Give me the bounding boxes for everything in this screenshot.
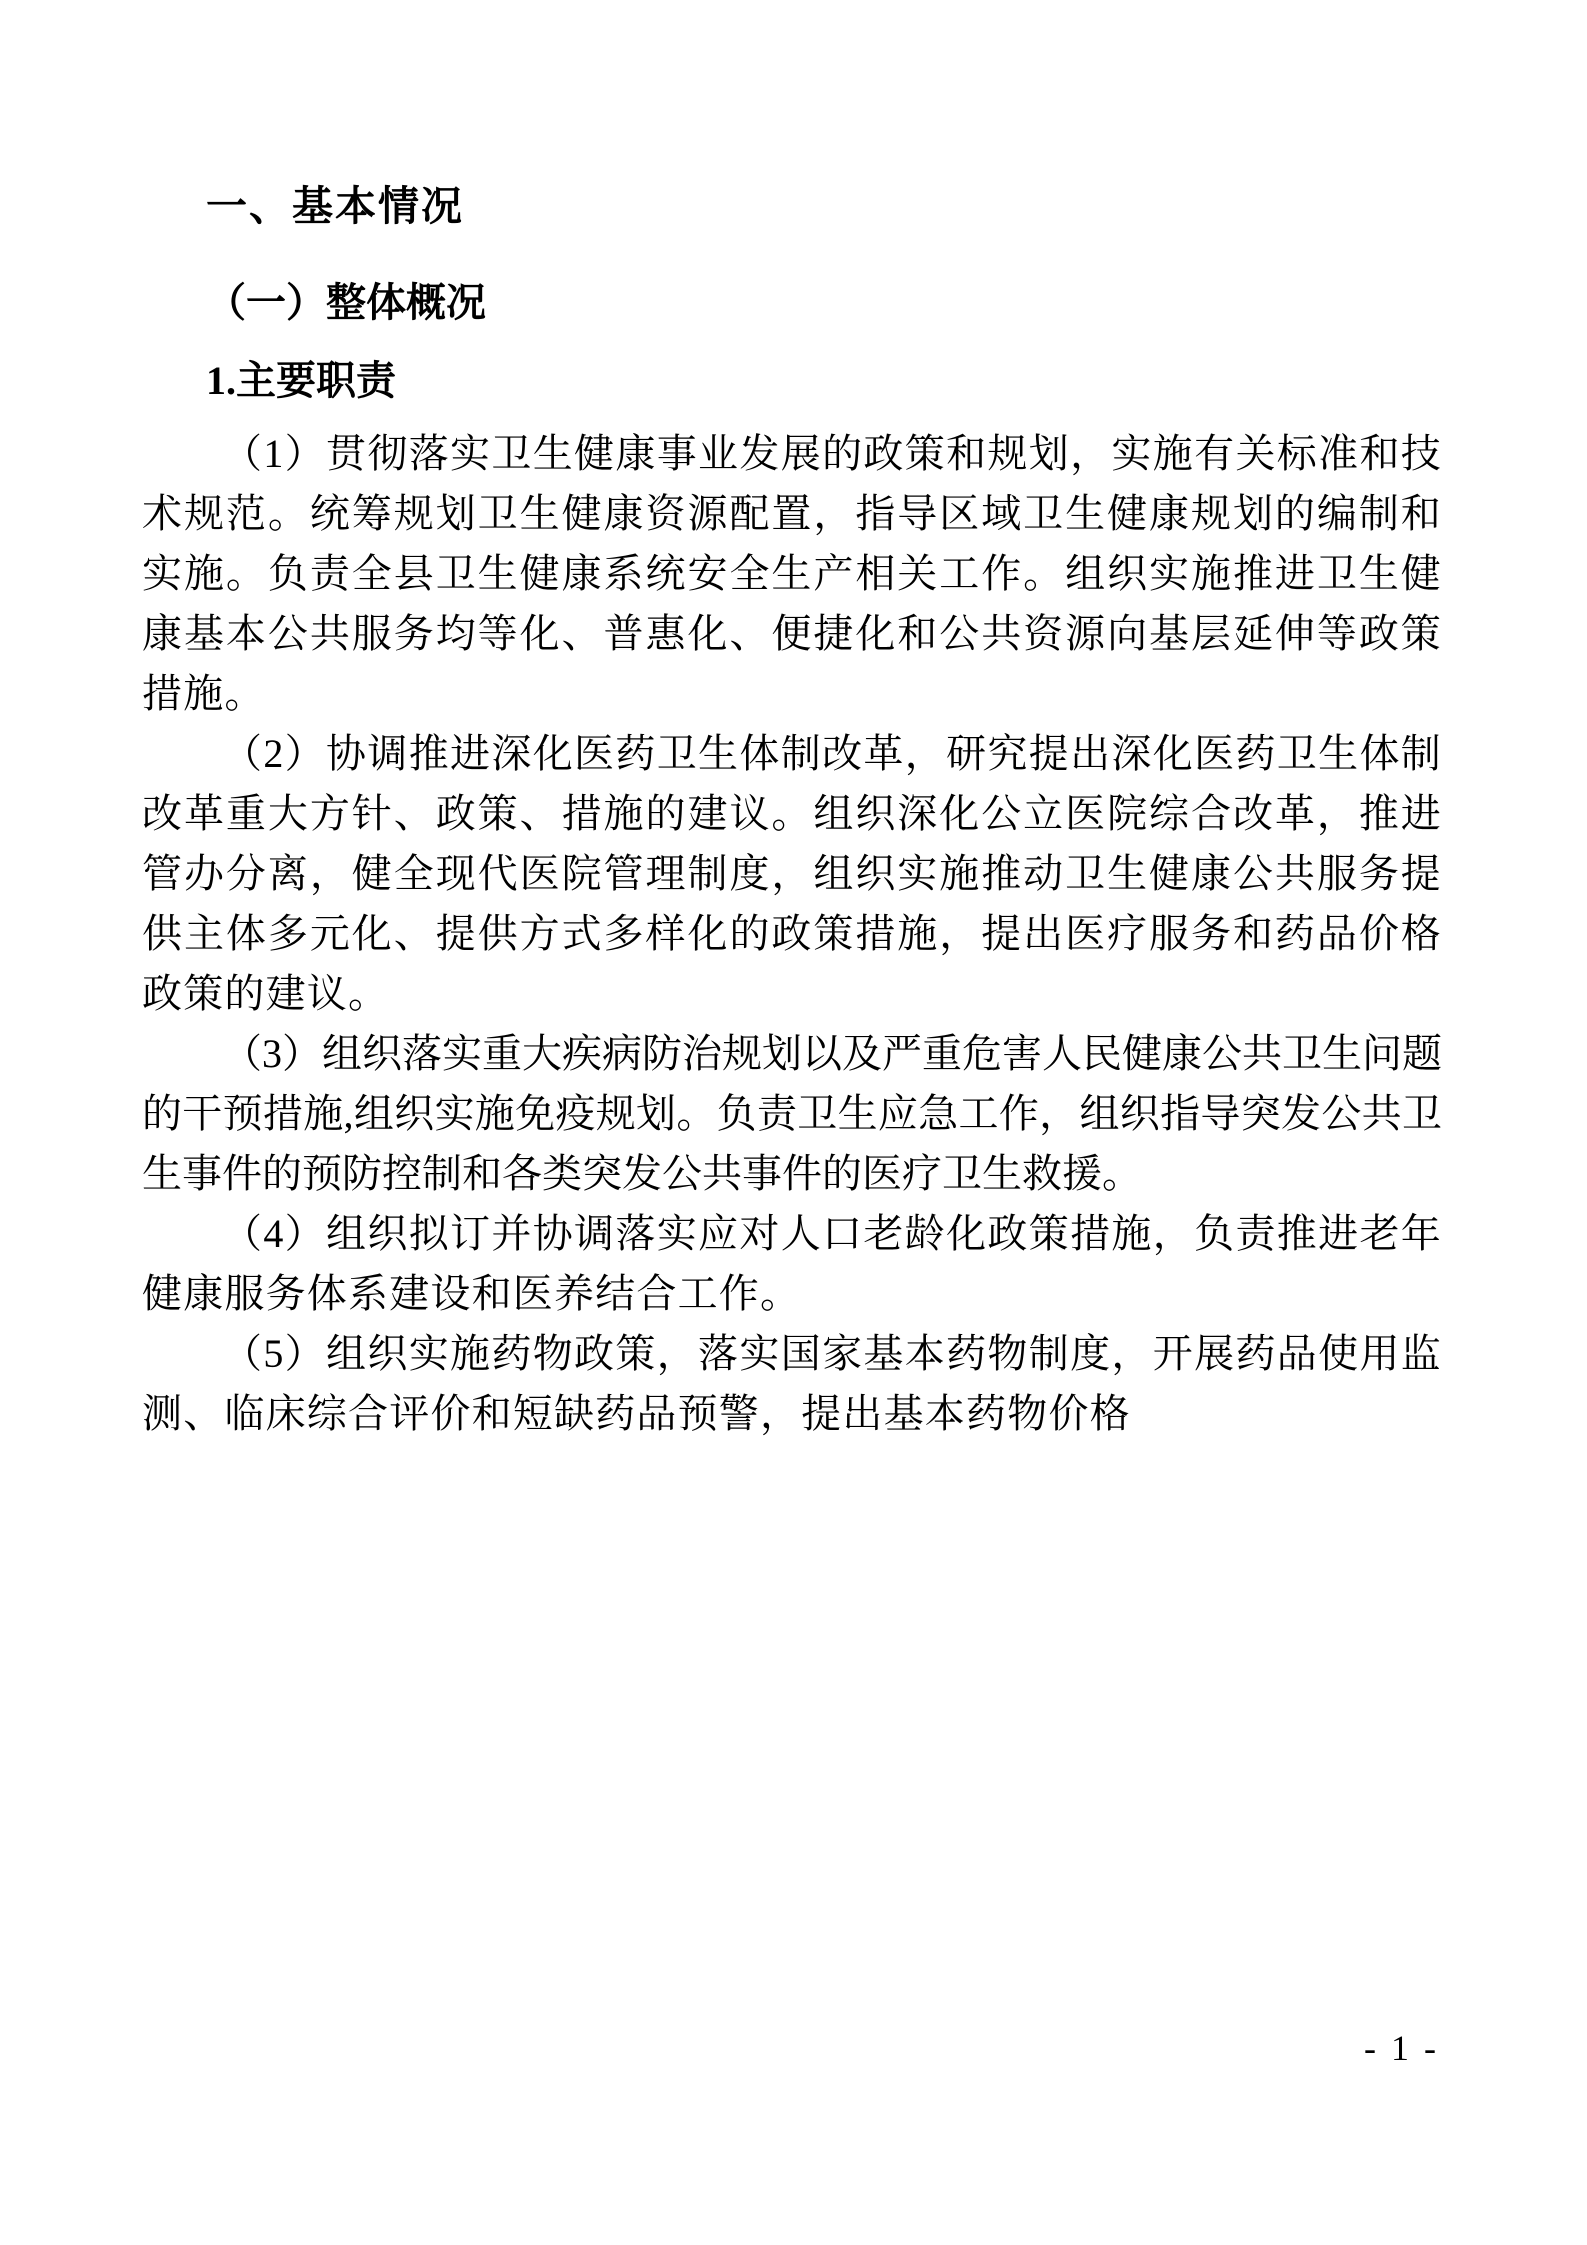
body-paragraph-5: （5）组织实施药物政策，落实国家基本药物制度，开展药品使用监测、临床综合评价和短缺药品预警，提出基本药物价格 [142, 1330, 1442, 1436]
body-paragraph-3: （3）组织落实重大疾病防治规划以及严重危害人民健康公共卫生问题的干预措施,组织实施免疫规划。负责卫生应急工作，组织指导突发公共卫生事件的预防控制和各类突发公共事件的医疗卫生救援。 [142, 1030, 1442, 1196]
body-paragraph-2: （2）协调推进深化医药卫生体制改革，研究提出深化医药卫生体制改革重大方针、政策、措施的建议。组织深化公立医院综合改革，推进管办分离，健全现代医院管理制度，组织实施推动卫生健康公共服务提供主体多元化、提供方式多样化的政策措施，提出医疗服务和药品价格政策的建议。 [142, 730, 1442, 1016]
body-paragraph-1: （1）贯彻落实卫生健康事业发展的政策和规划，实施有关标准和技术规范。统筹规划卫生健康资源配置，指导区域卫生健康规划的编制和实施。负责全县卫生健康系统安全生产相关工作。组织实施推进卫生健康基本公共服务均等化、普惠化、便捷化和公共资源向基层延伸等政策措施。 [142, 430, 1442, 716]
document-body [142, 176, 1442, 1444]
section-heading-level-2: （一）整体概况 [206, 279, 486, 325]
body-paragraph-4: （4）组织拟订并协调落实应对人口老龄化政策措施，负责推进老年健康服务体系建设和医养结合工作。 [142, 1210, 1442, 1316]
section-heading-level-3: 1.主要职责 [206, 357, 396, 403]
section-heading-level-1: 一、基本情况 [206, 182, 464, 230]
page-number: - 1 - [1364, 2028, 1439, 2068]
